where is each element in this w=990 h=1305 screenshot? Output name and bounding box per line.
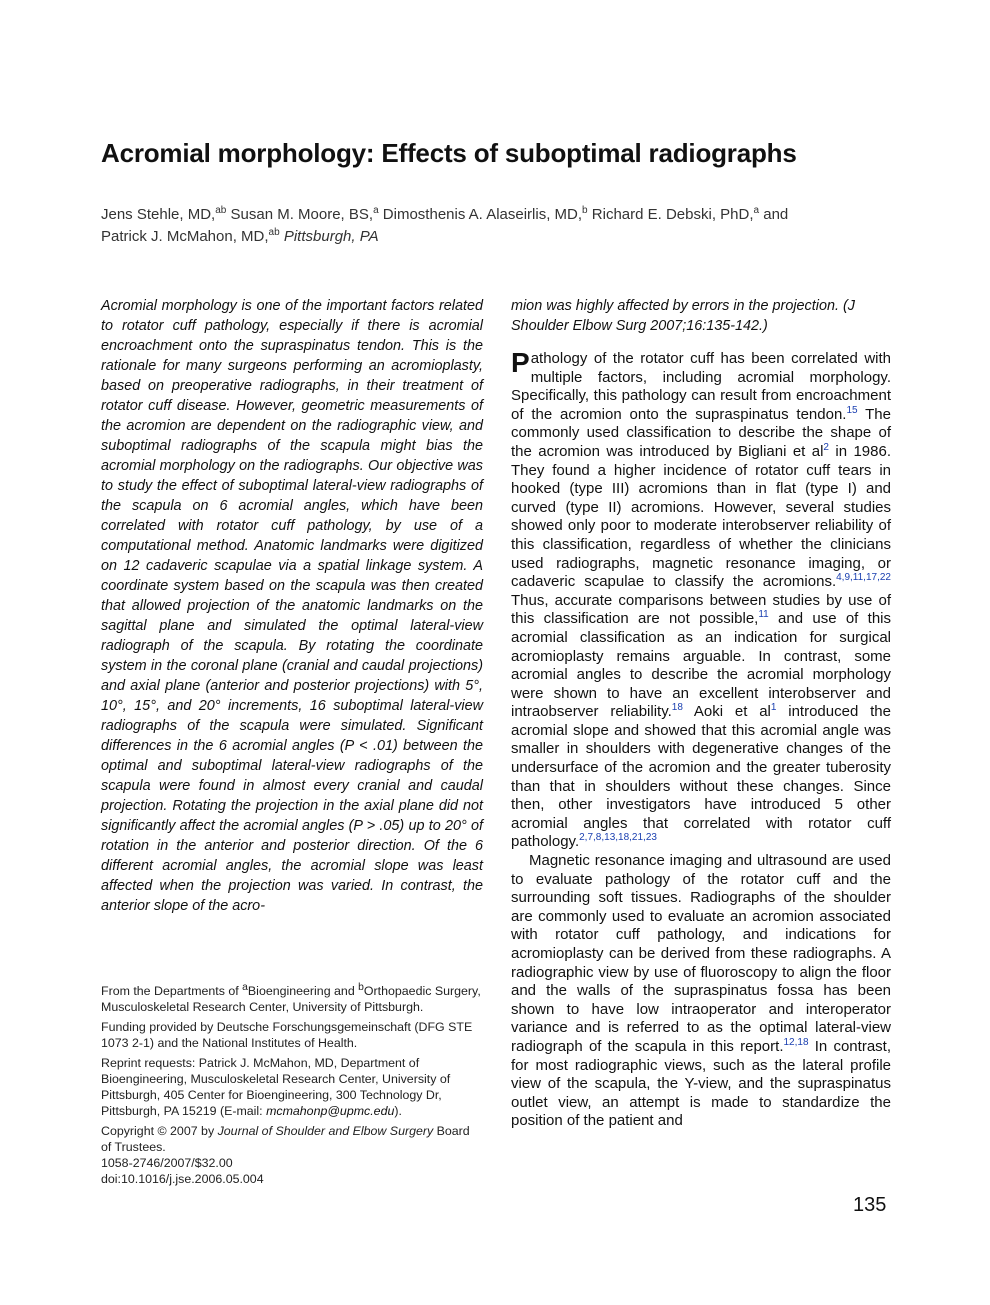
author-name: Jens Stehle, MD, [101,206,216,223]
body-paragraph [511,852,891,1131]
reference-link[interactable]: 12,18 [783,1036,809,1048]
note-text: Bioengineering and [247,984,359,999]
body-text: introduced the acromial slope and showed that this acromial angle was smaller in shoulders with degenerative changes of the undersurface of the acromion and the greater tuberosity than that in shoulders without these changes. Since then, other investigators have introduced 5 other acromial angles that correlated with rotator cuff pathology. [511,703,891,851]
body-text: Magnetic resonance imaging and ultrasound are used to evaluate pathology of the rotator cuff and the surrounding soft tissues. Radiographs of the shoulder are commonly used to evaluate an acromion associated with rotator cuff pathology, and indications for acromioplasty can be derived from these radiographs. A radiographic view by use of fluoroscopy to align the floor and the walls of the supraspinatus fossa has been shown to have low intraoperator and interoperator variance and is referred to as the optimal lateral-view radiograph of the scapula in this report. [511,852,891,1055]
author-location: Pittsburgh, PA [279,228,379,245]
author-name: Patrick J. McMahon, MD, [101,228,269,245]
body-text: in 1986. They found a higher incidence of rotator cuff tears in hooked (type III) acromions than in flat (type I) and curved (type II) acromions. However, several studies showed only poor to moderate interobserver reliability of this classification, regardless of whether the clinicians used radiographs, magnetic resonance imaging, or cadaveric scapulae to classify the acromions. [511,442,891,591]
reprint-note [101,1055,483,1119]
article-title: Acromial morphology: Effects of suboptimal radiographs [101,138,797,168]
reference-link[interactable]: 18 [671,702,683,714]
body-text: Thus, accurate comparisons between studies by use of this classification are not possible, [511,591,891,628]
affiliation-marker: ab [268,227,280,238]
body-text: In contrast, for most radiographic views, such as the lateral profile view of the scapula, the Y-view, and the supraspinatus outlet view, an attempt is made to standardize the position of the patient and [511,1037,891,1130]
body-text: and use of this acromial classification as an indication for surgical acromioplasty remains arguable. In contrast, some acromial angles to describe the acromial morphology were shown to have an excellent interobserver and intraobserver reliability. [511,610,891,721]
abstract-column-2: mion was highly affected by errors in the projection. (J Shoulder Elbow Surg 2007;16:135-142.) [511,298,855,334]
author-conjunction: and [759,206,789,223]
affiliation-marker: b [582,205,588,216]
body-paragraph [511,347,891,852]
body-text: Aoki et al [682,703,771,721]
note-text: From the Departments of [101,984,243,999]
reference-link[interactable]: 15 [846,404,858,416]
copyright-note [101,1123,483,1155]
email-link[interactable]: mcmahonp@upmc.edu [266,1104,395,1119]
author-name: Susan M. Moore, BS, [226,206,374,223]
funding-note: Funding provided by Deutsche Forschungsgemeinschaft (DFG STE 1073 2-1) and the National Institutes of Health. [101,1020,473,1051]
footnotes [101,980,483,1187]
affiliation-marker: a [753,205,760,216]
issn: 1058-2746/2007/$32.00 [101,1156,233,1171]
affiliation-marker: a [373,205,379,216]
note-text: Board of Trustees. [101,1124,470,1155]
affiliation-marker: b [358,982,364,993]
reference-link[interactable]: 2,7,8,13,18,21,23 [579,832,657,844]
reference-link[interactable]: 11 [758,609,769,621]
reference-link[interactable]: 1 [770,702,777,714]
author-list [101,204,861,248]
note-text: Reprint requests: Patrick J. McMahon, MD, Department of Bioengineering, Musculoskeletal Research Center, University of Pittsburgh, 405 Center for Bioengineering, 300 Technology Dr, Pittsburgh, PA 15219 (E-mail: [101,1056,451,1119]
body-text-column [511,347,891,1131]
drop-cap: P [511,347,530,378]
affiliation-note [101,980,483,1015]
page-number: 135 [853,1194,887,1216]
note-text: Copyright © 2007 by [101,1124,218,1139]
author-name: Richard E. Debski, PhD, [587,206,754,223]
reference-link[interactable]: 4,9,11,17,22 [836,572,891,584]
body-text: athology of the rotator cuff has been correlated with multiple factors, including acromial morphology. Specifically, this pathology can result from encroachment of the acromion onto the supraspinatus tendon. [511,350,891,423]
affiliation-marker: a [242,982,248,993]
abstract-column-1: Acromial morphology is one of the important factors related to rotator cuff pathology, especially if there is acromial encroachment onto the supraspinatus tendon. This is the rationale for many surgeons performing an acromioplasty, based on preoperative radiographs, in their treatment of rotator cuff disease. However, geometric measurements of the acromion are dependent on the radiographic view, and suboptimal radiographs of the scapula might bias the acromial morphology on the radiographs. Our objective was to study the effect of suboptimal lateral-view radiographs of the scapula on 6 acromial angles, which have been correlated with rotator cuff pathology, by use of a computational method. Anatomic landmarks were digitized on 12 cadaveric scapulae via a spatial linkage system. A coordinate system based on the scapula was then created that allowed projection of the anatomic landmarks on the sagittal plane and simulated the optimal lateral-view radiograph of the scapula. By rotating the coordinate system in the coronal plane (cranial and caudal projections) and axial plane (anterior and posterior projections) with 5°, 10°, 15°, and 20° increments, 16 suboptimal lateral-view radiographs of the scapula were simulated. Significant differences in the 6 acromial angles (P < .01) between the optimal and suboptimal lateral-view radiographs of the scapula were found in almost every cranial and caudal projection. Rotating the projection in the axial plane did not significantly affect the acromial angles (P > .05) up to 20° of rotation in the anterior and posterior direction. Of the 6 different acromial angles, the acromial slope was least affected when the projection was varied. In contrast, the anterior slope of the acro- [101,298,483,914]
reference-link[interactable]: 2 [823,441,829,453]
body-text: The commonly used classification to describe the shape of the acromion was introduced by Bigliani et al [511,405,891,460]
journal-name: Journal of Shoulder and Elbow Surgery [217,1124,434,1139]
note-text: Orthopaedic Surgery, Musculoskeletal Research Center, University of Pittsburgh. [101,984,481,1015]
author-name: Dimosthenis A. Alaseirlis, MD, [378,206,583,223]
doi: doi:10.1016/j.jse.2006.05.004 [101,1172,264,1187]
affiliation-marker: ab [215,205,227,216]
note-text: ). [394,1104,402,1119]
